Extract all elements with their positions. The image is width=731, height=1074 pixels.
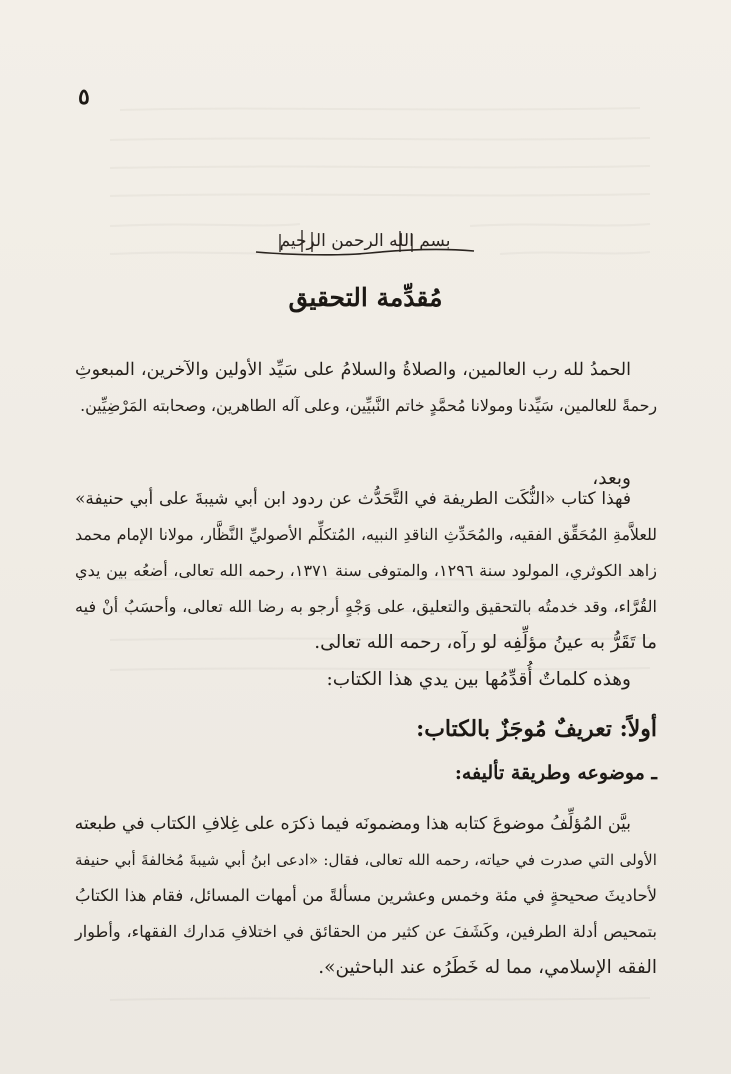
wabaad-text: وبعد،	[592, 468, 631, 489]
section-subheading: ـ موضوعه وطريقة تأليفه:	[454, 762, 657, 784]
basmala-text: بسم الله الرحمن الرحيم	[279, 231, 451, 251]
intro-line: رحمةً للعالمين، سَيِّدنا ومولانا مُحمَّدٍ خاتم النَّبيِّين، وعلى آله الطاهرين، وصحابته المَرْضِيِّين.	[80, 396, 657, 415]
book-paragraph	[75, 481, 657, 661]
section-line: الفقه الإسلامي، مما له خَطَرُه عند الباحثين».	[318, 957, 657, 978]
section-paragraph	[75, 806, 657, 986]
book-line: القُرَّاء، وقد خدمتُه بالتحقيق والتعليق، على وَجْهٍ أرجو به رضا الله تعالى، وأحسَبُ أنْ فيه	[75, 597, 657, 616]
section-line: لأحاديثَ صحيحةٍ في مئة وخمس وعشرين مسألةً من أمهات المسائل، فقام هذا الكتابُ	[75, 886, 657, 905]
page-title: مُقدِّمة التحقيق	[288, 283, 443, 312]
closing-text: وهذه كلماتٌ أُقدِّمُها بين يدي هذا الكتاب:	[326, 669, 631, 690]
page-number: ٥	[78, 84, 90, 110]
closing-line	[75, 662, 657, 698]
book-line: للعلاَّمةِ المُحَقِّق الفقيه، والمُحَدِّثِ الناقدِ النبيه، المُتكلِّم الأصوليِّ النَّظَّار، مولانا الإمام محمد	[75, 525, 657, 544]
intro-line: الحمدُ لله رب العالمين، والصلاةُ والسلامُ على سَيِّد الأولين والآخرين، المبعوثِ	[75, 360, 631, 380]
book-line: زاهد الكوثري، المولود سنة ١٢٩٦، والمتوفى سنة ١٣٧١، رحمه الله تعالى، أضعُه بين يدي	[75, 561, 658, 580]
section-heading: أولاً: تعريفٌ مُوجَزٌ بالكتاب:	[416, 716, 657, 742]
basmala-calligraphy	[250, 222, 480, 262]
section-line: بتمحيص أدلة الطرفين، وكَشَفَ عن كثير من الحقائق في اختلافِ مَدارك الفقهاء، وأطوار	[75, 922, 657, 941]
book-line: ما تَقَرُّ به عينُ مؤلِّفِه لو رآه، رحمه الله تعالى.	[314, 632, 657, 653]
section-line: الأولى التي صدرت في حياته، رحمه الله تعالى، فقال: «ادعى ابنُ أبي شيبةَ مُخالفةَ أبي حنيفة	[75, 851, 657, 869]
book-line: فهذا كتاب «النُّكَت الطريفة في التَّحَدُّث عن ردود ابن أبي شيبةَ على أبي حنيفة»	[75, 489, 631, 509]
intro-paragraph	[75, 352, 657, 424]
section-line: بيَّن المُؤلِّفُ موضوعَ كتابه هذا ومضمونَه فيما ذكرَه على غِلافِ الكتاب في طبعته	[74, 814, 631, 834]
